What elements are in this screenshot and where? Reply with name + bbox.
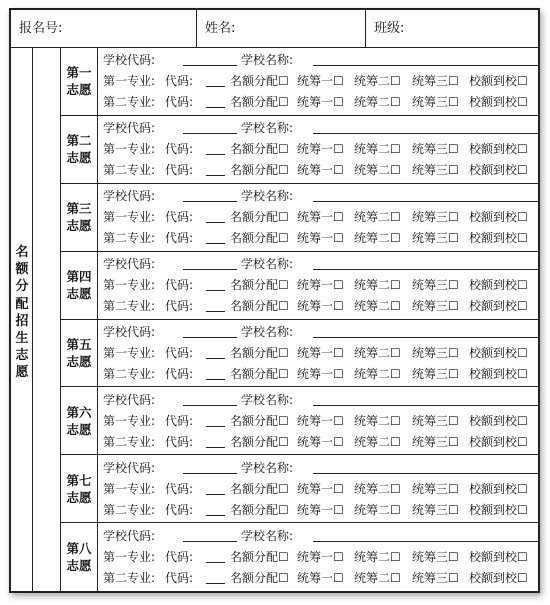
overall-two-checkbox[interactable]: 统筹二☐ bbox=[354, 210, 401, 225]
overall-one-checkbox[interactable]: 统筹一☐ bbox=[297, 163, 344, 178]
major-two-label: 第二专业: bbox=[103, 366, 156, 381]
school-row bbox=[103, 526, 539, 546]
code-label: 代码: bbox=[165, 502, 194, 517]
overall-one-checkbox[interactable]: 统筹一☐ bbox=[297, 570, 344, 585]
school-name-input[interactable] bbox=[313, 122, 539, 134]
overall-two-checkbox[interactable]: 统筹二☐ bbox=[354, 142, 401, 157]
school-code-input[interactable] bbox=[183, 530, 237, 542]
major-one-row bbox=[103, 479, 539, 499]
overall-one-checkbox[interactable]: 统筹一☐ bbox=[297, 549, 344, 564]
choice-label-cell bbox=[61, 387, 98, 454]
quota-allocation-checkbox[interactable]: 名额分配☐ bbox=[230, 413, 289, 428]
school-code-label: 学校代码: bbox=[103, 324, 156, 339]
choice-block bbox=[61, 48, 538, 116]
school-name-input[interactable] bbox=[313, 394, 539, 406]
code-label: 代码: bbox=[165, 481, 194, 496]
application-form bbox=[9, 8, 540, 593]
major-one-row bbox=[103, 343, 539, 363]
overall-two-checkbox[interactable]: 统筹二☐ bbox=[354, 413, 401, 428]
quota-allocation-checkbox[interactable]: 名额分配☐ bbox=[230, 366, 289, 381]
code-label: 代码: bbox=[165, 570, 194, 585]
code-label: 代码: bbox=[165, 95, 194, 110]
choice-label: 第六志愿 bbox=[66, 404, 92, 437]
school-name-input[interactable] bbox=[313, 190, 539, 202]
code-label: 代码: bbox=[165, 74, 194, 89]
choice-label: 第三志愿 bbox=[66, 201, 92, 234]
major-code-input[interactable] bbox=[206, 415, 225, 427]
school-code-label: 学校代码: bbox=[103, 460, 156, 475]
quota-allocation-checkbox[interactable]: 名额分配☐ bbox=[230, 434, 289, 449]
overall-three-checkbox[interactable]: 统筹三☐ bbox=[412, 570, 459, 585]
school-name-input[interactable] bbox=[313, 326, 539, 338]
major-two-label: 第二专业: bbox=[103, 434, 156, 449]
quota-to-school-checkbox[interactable]: 校额到校☐ bbox=[469, 74, 528, 89]
choice-label: 第八志愿 bbox=[66, 541, 92, 574]
choice-rows bbox=[98, 184, 538, 251]
quota-to-school-checkbox[interactable]: 校额到校☐ bbox=[469, 481, 528, 496]
major-two-row bbox=[103, 568, 539, 588]
choice-block bbox=[61, 387, 538, 455]
overall-one-checkbox[interactable]: 统筹一☐ bbox=[297, 142, 344, 157]
major-one-row bbox=[103, 275, 539, 295]
overall-two-checkbox[interactable]: 统筹二☐ bbox=[354, 278, 401, 293]
quota-allocation-checkbox[interactable]: 名额分配☐ bbox=[230, 345, 289, 360]
overall-one-checkbox[interactable]: 统筹一☐ bbox=[297, 278, 344, 293]
choice-block bbox=[61, 455, 538, 523]
school-name-label: 学校名称: bbox=[241, 324, 294, 339]
choice-label-cell bbox=[61, 184, 98, 251]
overall-one-checkbox[interactable]: 统筹一☐ bbox=[297, 434, 344, 449]
school-code-label: 学校代码: bbox=[103, 189, 156, 204]
school-row bbox=[103, 390, 539, 410]
quota-to-school-checkbox[interactable]: 校额到校☐ bbox=[469, 434, 528, 449]
overall-two-checkbox[interactable]: 统筹二☐ bbox=[354, 549, 401, 564]
name-label: 姓名: bbox=[205, 21, 236, 36]
major-two-label: 第二专业: bbox=[103, 95, 156, 110]
overall-three-checkbox[interactable]: 统筹三☐ bbox=[412, 163, 459, 178]
overall-three-checkbox[interactable]: 统筹三☐ bbox=[412, 278, 459, 293]
overall-three-checkbox[interactable]: 统筹三☐ bbox=[412, 549, 459, 564]
quota-allocation-checkbox[interactable]: 名额分配☐ bbox=[230, 299, 289, 314]
quota-allocation-checkbox[interactable]: 名额分配☐ bbox=[230, 95, 289, 110]
choice-label: 第五志愿 bbox=[66, 336, 92, 369]
overall-one-checkbox[interactable]: 统筹一☐ bbox=[297, 74, 344, 89]
overall-two-checkbox[interactable]: 统筹二☐ bbox=[354, 163, 401, 178]
major-two-label: 第二专业: bbox=[103, 502, 156, 517]
overall-three-checkbox[interactable]: 统筹三☐ bbox=[412, 299, 459, 314]
major-one-row bbox=[103, 547, 539, 567]
school-code-label: 学校代码: bbox=[103, 392, 156, 407]
quota-to-school-checkbox[interactable]: 校额到校☐ bbox=[469, 142, 528, 157]
major-code-input[interactable] bbox=[206, 75, 225, 87]
major-code-input[interactable] bbox=[206, 347, 225, 359]
choice-block bbox=[61, 252, 538, 320]
major-one-label: 第一专业: bbox=[103, 210, 156, 225]
side-title-column bbox=[11, 48, 61, 591]
school-name-label: 学校名称: bbox=[241, 528, 294, 543]
school-name-input[interactable] bbox=[313, 54, 539, 66]
choice-label-cell bbox=[61, 116, 98, 183]
school-code-input[interactable] bbox=[183, 258, 237, 270]
quota-to-school-checkbox[interactable]: 校额到校☐ bbox=[469, 570, 528, 585]
school-code-input[interactable] bbox=[183, 326, 237, 338]
major-code-input[interactable] bbox=[206, 436, 225, 448]
quota-to-school-checkbox[interactable]: 校额到校☐ bbox=[469, 345, 528, 360]
major-code-input[interactable] bbox=[206, 572, 225, 584]
overall-one-checkbox[interactable]: 统筹一☐ bbox=[297, 345, 344, 360]
school-code-input[interactable] bbox=[183, 394, 237, 406]
overall-three-checkbox[interactable]: 统筹三☐ bbox=[412, 142, 459, 157]
school-row bbox=[103, 50, 539, 70]
overall-three-checkbox[interactable]: 统筹三☐ bbox=[412, 434, 459, 449]
choice-rows bbox=[98, 116, 538, 183]
code-label: 代码: bbox=[165, 163, 194, 178]
major-code-input[interactable] bbox=[206, 368, 225, 380]
quota-allocation-checkbox[interactable]: 名额分配☐ bbox=[230, 210, 289, 225]
quota-allocation-checkbox[interactable]: 名额分配☐ bbox=[230, 502, 289, 517]
registration-number-field[interactable] bbox=[11, 10, 197, 48]
school-row bbox=[103, 322, 539, 342]
class-field[interactable] bbox=[366, 10, 538, 48]
overall-three-checkbox[interactable]: 统筹三☐ bbox=[412, 413, 459, 428]
major-code-input[interactable] bbox=[206, 96, 225, 108]
overall-three-checkbox[interactable]: 统筹三☐ bbox=[412, 210, 459, 225]
quota-allocation-checkbox[interactable]: 名额分配☐ bbox=[230, 570, 289, 585]
choice-rows bbox=[98, 523, 538, 591]
overall-three-checkbox[interactable]: 统筹三☐ bbox=[412, 481, 459, 496]
major-two-row bbox=[103, 500, 539, 520]
school-code-input[interactable] bbox=[183, 462, 237, 474]
overall-two-checkbox[interactable]: 统筹二☐ bbox=[354, 299, 401, 314]
major-two-label: 第二专业: bbox=[103, 231, 156, 246]
code-label: 代码: bbox=[165, 210, 194, 225]
choice-rows bbox=[98, 387, 538, 454]
school-row bbox=[103, 186, 539, 206]
choice-label-cell bbox=[61, 455, 98, 522]
registration-number-label: 报名号: bbox=[19, 21, 63, 36]
overall-one-checkbox[interactable]: 统筹一☐ bbox=[297, 502, 344, 517]
school-code-label: 学校代码: bbox=[103, 53, 156, 68]
quota-allocation-checkbox[interactable]: 名额分配☐ bbox=[230, 278, 289, 293]
major-code-input[interactable] bbox=[206, 551, 225, 563]
overall-one-checkbox[interactable]: 统筹一☐ bbox=[297, 95, 344, 110]
quota-allocation-checkbox[interactable]: 名额分配☐ bbox=[230, 549, 289, 564]
choice-blocks bbox=[61, 48, 538, 591]
overall-one-checkbox[interactable]: 统筹一☐ bbox=[297, 299, 344, 314]
school-row bbox=[103, 458, 539, 478]
major-two-row bbox=[103, 432, 539, 452]
major-one-row bbox=[103, 71, 539, 91]
overall-one-checkbox[interactable]: 统筹一☐ bbox=[297, 231, 344, 246]
overall-three-checkbox[interactable]: 统筹三☐ bbox=[412, 345, 459, 360]
major-two-row bbox=[103, 160, 539, 180]
quota-to-school-checkbox[interactable]: 校额到校☐ bbox=[469, 95, 528, 110]
choice-label-cell bbox=[61, 48, 98, 115]
major-code-input[interactable] bbox=[206, 504, 225, 516]
school-row bbox=[103, 254, 539, 274]
overall-one-checkbox[interactable]: 统筹一☐ bbox=[297, 413, 344, 428]
school-name-label: 学校名称: bbox=[241, 392, 294, 407]
quota-to-school-checkbox[interactable]: 校额到校☐ bbox=[469, 366, 528, 381]
quota-to-school-checkbox[interactable]: 校额到校☐ bbox=[469, 549, 528, 564]
school-code-input[interactable] bbox=[183, 122, 237, 134]
choice-block bbox=[61, 320, 538, 388]
major-one-row bbox=[103, 207, 539, 227]
quota-to-school-checkbox[interactable]: 校额到校☐ bbox=[469, 502, 528, 517]
choice-label: 第二志愿 bbox=[66, 133, 92, 166]
school-name-label: 学校名称: bbox=[241, 257, 294, 272]
overall-three-checkbox[interactable]: 统筹三☐ bbox=[412, 366, 459, 381]
major-two-label: 第二专业: bbox=[103, 570, 156, 585]
major-one-row bbox=[103, 139, 539, 159]
major-code-input[interactable] bbox=[206, 232, 225, 244]
name-field[interactable] bbox=[197, 10, 366, 48]
overall-three-checkbox[interactable]: 统筹三☐ bbox=[412, 95, 459, 110]
major-code-input[interactable] bbox=[206, 483, 225, 495]
major-one-label: 第一专业: bbox=[103, 345, 156, 360]
major-one-row bbox=[103, 411, 539, 431]
choice-rows bbox=[98, 48, 538, 115]
side-title: 名额分配招生志愿 bbox=[15, 245, 29, 381]
code-label: 代码: bbox=[165, 142, 194, 157]
major-code-input[interactable] bbox=[206, 300, 225, 312]
major-two-row bbox=[103, 228, 539, 248]
school-code-label: 学校代码: bbox=[103, 257, 156, 272]
school-name-label: 学校名称: bbox=[241, 189, 294, 204]
code-label: 代码: bbox=[165, 366, 194, 381]
choice-block bbox=[61, 184, 538, 252]
choice-label-cell bbox=[61, 320, 98, 387]
school-code-label: 学校代码: bbox=[103, 528, 156, 543]
code-label: 代码: bbox=[165, 434, 194, 449]
overall-two-checkbox[interactable]: 统筹二☐ bbox=[354, 481, 401, 496]
overall-two-checkbox[interactable]: 统筹二☐ bbox=[354, 570, 401, 585]
quota-to-school-checkbox[interactable]: 校额到校☐ bbox=[469, 210, 528, 225]
overall-two-checkbox[interactable]: 统筹二☐ bbox=[354, 434, 401, 449]
choice-label-cell bbox=[61, 523, 98, 591]
overall-one-checkbox[interactable]: 统筹一☐ bbox=[297, 366, 344, 381]
major-two-label: 第二专业: bbox=[103, 163, 156, 178]
code-label: 代码: bbox=[165, 549, 194, 564]
choice-rows bbox=[98, 455, 538, 522]
school-code-label: 学校代码: bbox=[103, 121, 156, 136]
major-one-label: 第一专业: bbox=[103, 142, 156, 157]
overall-three-checkbox[interactable]: 统筹三☐ bbox=[412, 502, 459, 517]
choice-label: 第一志愿 bbox=[66, 65, 92, 98]
major-code-input[interactable] bbox=[206, 279, 225, 291]
code-label: 代码: bbox=[165, 413, 194, 428]
major-one-label: 第一专业: bbox=[103, 549, 156, 564]
overall-two-checkbox[interactable]: 统筹二☐ bbox=[354, 231, 401, 246]
choice-rows bbox=[98, 320, 538, 387]
school-name-input[interactable] bbox=[313, 530, 539, 542]
overall-three-checkbox[interactable]: 统筹三☐ bbox=[412, 231, 459, 246]
major-two-row bbox=[103, 92, 539, 112]
code-label: 代码: bbox=[165, 278, 194, 293]
school-code-input[interactable] bbox=[183, 54, 237, 66]
major-two-label: 第二专业: bbox=[103, 299, 156, 314]
quota-allocation-checkbox[interactable]: 名额分配☐ bbox=[230, 74, 289, 89]
school-code-input[interactable] bbox=[183, 190, 237, 202]
school-name-label: 学校名称: bbox=[241, 121, 294, 136]
choice-rows bbox=[98, 252, 538, 319]
choice-block bbox=[61, 523, 538, 591]
overall-two-checkbox[interactable]: 统筹二☐ bbox=[354, 502, 401, 517]
quota-allocation-checkbox[interactable]: 名额分配☐ bbox=[230, 481, 289, 496]
major-two-row bbox=[103, 364, 539, 384]
code-label: 代码: bbox=[165, 299, 194, 314]
quota-to-school-checkbox[interactable]: 校额到校☐ bbox=[469, 299, 528, 314]
quota-allocation-checkbox[interactable]: 名额分配☐ bbox=[230, 231, 289, 246]
overall-two-checkbox[interactable]: 统筹二☐ bbox=[354, 74, 401, 89]
major-code-input[interactable] bbox=[206, 143, 225, 155]
major-two-row bbox=[103, 296, 539, 316]
major-one-label: 第一专业: bbox=[103, 74, 156, 89]
overall-two-checkbox[interactable]: 统筹二☐ bbox=[354, 95, 401, 110]
major-code-input[interactable] bbox=[206, 211, 225, 223]
school-name-label: 学校名称: bbox=[241, 53, 294, 68]
overall-two-checkbox[interactable]: 统筹二☐ bbox=[354, 366, 401, 381]
major-one-label: 第一专业: bbox=[103, 413, 156, 428]
choice-label-cell bbox=[61, 252, 98, 319]
choice-label: 第七志愿 bbox=[66, 472, 92, 505]
quota-to-school-checkbox[interactable]: 校额到校☐ bbox=[469, 163, 528, 178]
overall-three-checkbox[interactable]: 统筹三☐ bbox=[412, 74, 459, 89]
choice-block bbox=[61, 116, 538, 184]
choice-label: 第四志愿 bbox=[66, 269, 92, 302]
quota-to-school-checkbox[interactable]: 校额到校☐ bbox=[469, 278, 528, 293]
overall-one-checkbox[interactable]: 统筹一☐ bbox=[297, 481, 344, 496]
school-name-input[interactable] bbox=[313, 258, 539, 270]
major-one-label: 第一专业: bbox=[103, 278, 156, 293]
quota-to-school-checkbox[interactable]: 校额到校☐ bbox=[469, 231, 528, 246]
school-name-label: 学校名称: bbox=[241, 460, 294, 475]
quota-to-school-checkbox[interactable]: 校额到校☐ bbox=[469, 413, 528, 428]
quota-allocation-checkbox[interactable]: 名额分配☐ bbox=[230, 142, 289, 157]
overall-two-checkbox[interactable]: 统筹二☐ bbox=[354, 345, 401, 360]
major-one-label: 第一专业: bbox=[103, 481, 156, 496]
overall-one-checkbox[interactable]: 统筹一☐ bbox=[297, 210, 344, 225]
school-row bbox=[103, 118, 539, 138]
code-label: 代码: bbox=[165, 231, 194, 246]
major-code-input[interactable] bbox=[206, 164, 225, 176]
side-title-cell bbox=[11, 48, 33, 591]
form-header bbox=[11, 10, 538, 48]
school-name-input[interactable] bbox=[313, 462, 539, 474]
code-label: 代码: bbox=[165, 345, 194, 360]
quota-allocation-checkbox[interactable]: 名额分配☐ bbox=[230, 163, 289, 178]
class-label: 班级: bbox=[374, 21, 405, 36]
